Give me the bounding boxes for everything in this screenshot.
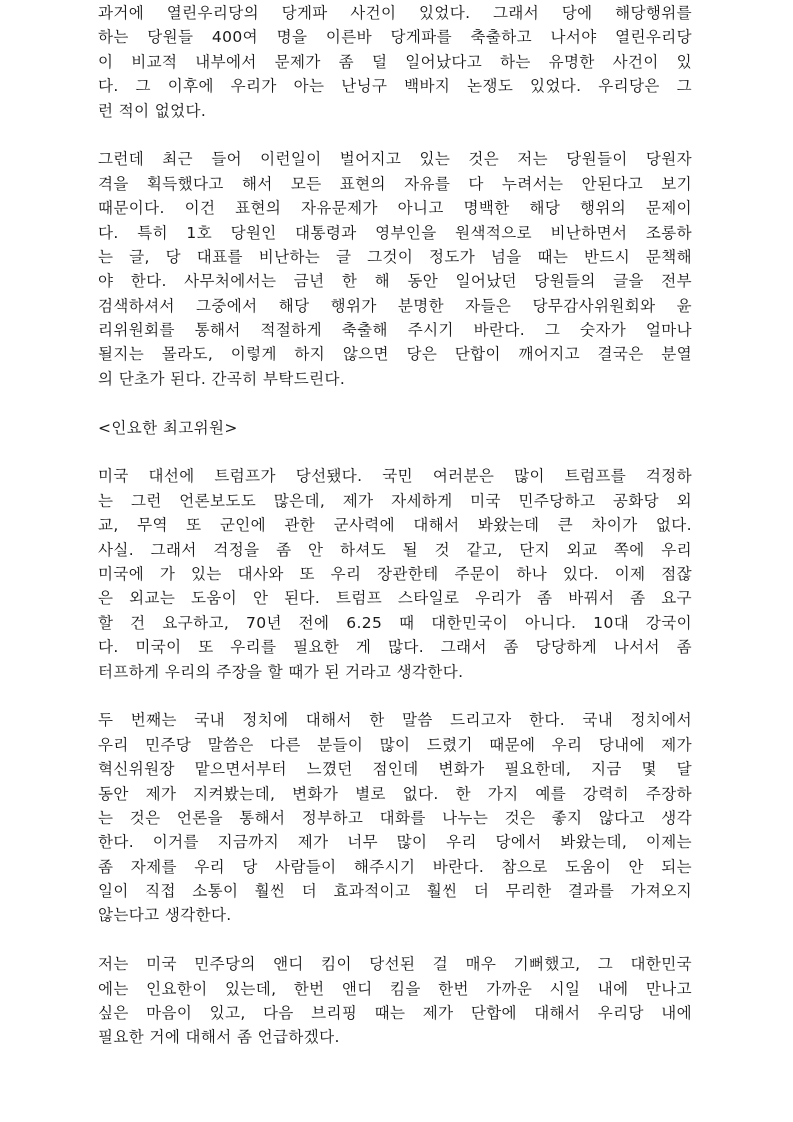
text-line: 않는다고 생각한다.	[98, 906, 232, 925]
text-line: 다. 그 이후에 우리가 아는 난닝구 백바지 논쟁도 있었다. 우리당은 그	[98, 77, 692, 96]
text-line: 동안 제가 지켜봤는데, 변화가 별로 없다. 한 가지 예를 강력히 주장하	[98, 784, 692, 803]
paragraph-gap	[98, 684, 692, 708]
text-line: 하는 당원들 400여 명을 이른바 당게파를 축출하고 나서야 열린우리당	[98, 28, 692, 47]
text-line: 미국에 가 있는 대사와 또 우리 장관한테 주문이 하나 있다. 이제 점잖	[98, 564, 692, 583]
text-line: 미국 대선에 트럼프가 당선됐다. 국민 여러분은 많이 트럼프를 걱정하	[98, 467, 692, 486]
text-line: 좀 자제를 우리 당 사람들이 해주시기 바란다. 참으로 도움이 안 되는	[98, 857, 692, 876]
text-line: 때문이다. 이건 표현의 자유문제가 아니고 명백한 해당 행위의 문제이	[98, 199, 692, 218]
text-line: 우리 민주당 말씀은 다른 분들이 많이 드렸기 때문에 우리 당내에 제가	[98, 735, 692, 754]
text-line: 은 외교는 도움이 안 된다. 트럼프 스타일로 우리가 좀 바꿔서 좀 요구	[98, 589, 692, 608]
text-line: 는 글, 당 대표를 비난하는 글 그것이 정도가 넘을 때는 반드시 문책해	[98, 247, 692, 266]
text-line: 다. 미국이 또 우리를 필요한 게 많다. 그래서 좀 당당하게 나서서 좀	[98, 638, 692, 657]
text-line: 는 그런 언론보도도 많은데, 제가 자세하게 미국 민주당하고 공화당 외	[98, 491, 692, 510]
text-line: 야 한다. 사무처에서는 금년 한 해 동안 일어났던 당원들의 글을 전부	[98, 272, 692, 291]
text-line: 저는 미국 민주당의 앤디 킴이 당선된 걸 매우 기뻐했고, 그 대한민국	[98, 955, 692, 974]
document-body	[98, 0, 692, 1050]
text-line: 리위원회를 통해서 적절하게 축출해 주시기 바란다. 그 숫자가 얼마나	[98, 321, 692, 340]
text-line: 한다. 이거를 지금까지 제가 너무 많이 우리 당에서 봐왔는데, 이제는	[98, 833, 692, 852]
paragraph	[98, 147, 692, 391]
text-line: 과거에 열린우리당의 당게파 사건이 있었다. 그래서 당에 해당행위를	[98, 4, 692, 22]
text-line: 필요한 거에 대해서 좀 언급하겠다.	[98, 1028, 340, 1047]
text-line: 터프하게 우리의 주장을 할 때가 된 거라고 생각한다.	[98, 662, 464, 681]
text-line: 싶은 마음이 있고, 다음 브리핑 때는 제가 단합에 대해서 우리당 내에	[98, 1004, 692, 1023]
text-line: 이 비교적 내부에서 문제가 좀 덜 일어났다고 하는 유명한 사건이 있	[98, 52, 692, 71]
text-line: 혁신위원장 맡으면서부터 느꼈던 점인데 변화가 필요한데, 지금 몇 달	[98, 760, 692, 779]
paragraph	[98, 1, 692, 123]
paragraph-gap	[98, 391, 692, 415]
paragraph	[98, 708, 692, 928]
text-line: 교, 무역 또 군인에 관한 군사력에 대해서 봐왔는데 큰 차이가 없다.	[98, 516, 692, 535]
text-line: 할 건 요구하고, 70년 전에 6.25 때 대한민국이 아니다. 10대 강국이	[98, 613, 692, 632]
paragraph-gap	[98, 928, 692, 952]
text-line: 그런데 최근 들어 이런일이 벌어지고 있는 것은 저는 당원들이 당원자	[98, 150, 692, 169]
text-line: 두 번째는 국내 정치에 대해서 한 말씀 드리고자 한다. 국내 정치에서	[98, 711, 692, 730]
text-line: 될지는 몰라도, 이렇게 하지 않으면 당은 단합이 깨어지고 결국은 분열	[98, 345, 692, 364]
text-line: 일이 직접 소통이 훨씬 더 효과적이고 훨씬 더 무리한 결과를 가져오지	[98, 882, 692, 901]
text-line: 검색하셔서 그중에서 해당 행위가 분명한 자들은 당무감사위원회와 윤	[98, 296, 692, 315]
text-line: 는 것은 언론을 통해서 정부하고 대화를 나누는 것은 좋지 않다고 생각	[98, 808, 692, 827]
text-line: 다. 특히 1호 당원인 대통령과 영부인을 원색적으로 비난하면서 조롱하	[98, 223, 692, 242]
paragraph-gap	[98, 123, 692, 147]
text-line: 사실. 그래서 걱정을 좀 안 하셔도 될 것 같고, 단지 외교 쪽에 우리	[98, 540, 692, 559]
text-line: 의 단초가 된다. 간곡히 부탁드린다.	[98, 369, 346, 388]
paragraph	[98, 464, 692, 684]
text-line: 격을 획득했다고 해서 모든 표현의 자유를 다 누려서는 안된다고 보기	[98, 174, 692, 193]
text-line: 런 적이 없었다.	[98, 101, 207, 120]
paragraph-gap	[98, 440, 692, 464]
paragraph	[98, 416, 692, 440]
text-line: <인요한 최고위원>	[98, 418, 238, 437]
paragraph	[98, 952, 692, 1050]
text-line: 에는 인요한이 있는데, 한번 앤디 킴을 한번 가까운 시일 내에 만나고	[98, 979, 692, 998]
